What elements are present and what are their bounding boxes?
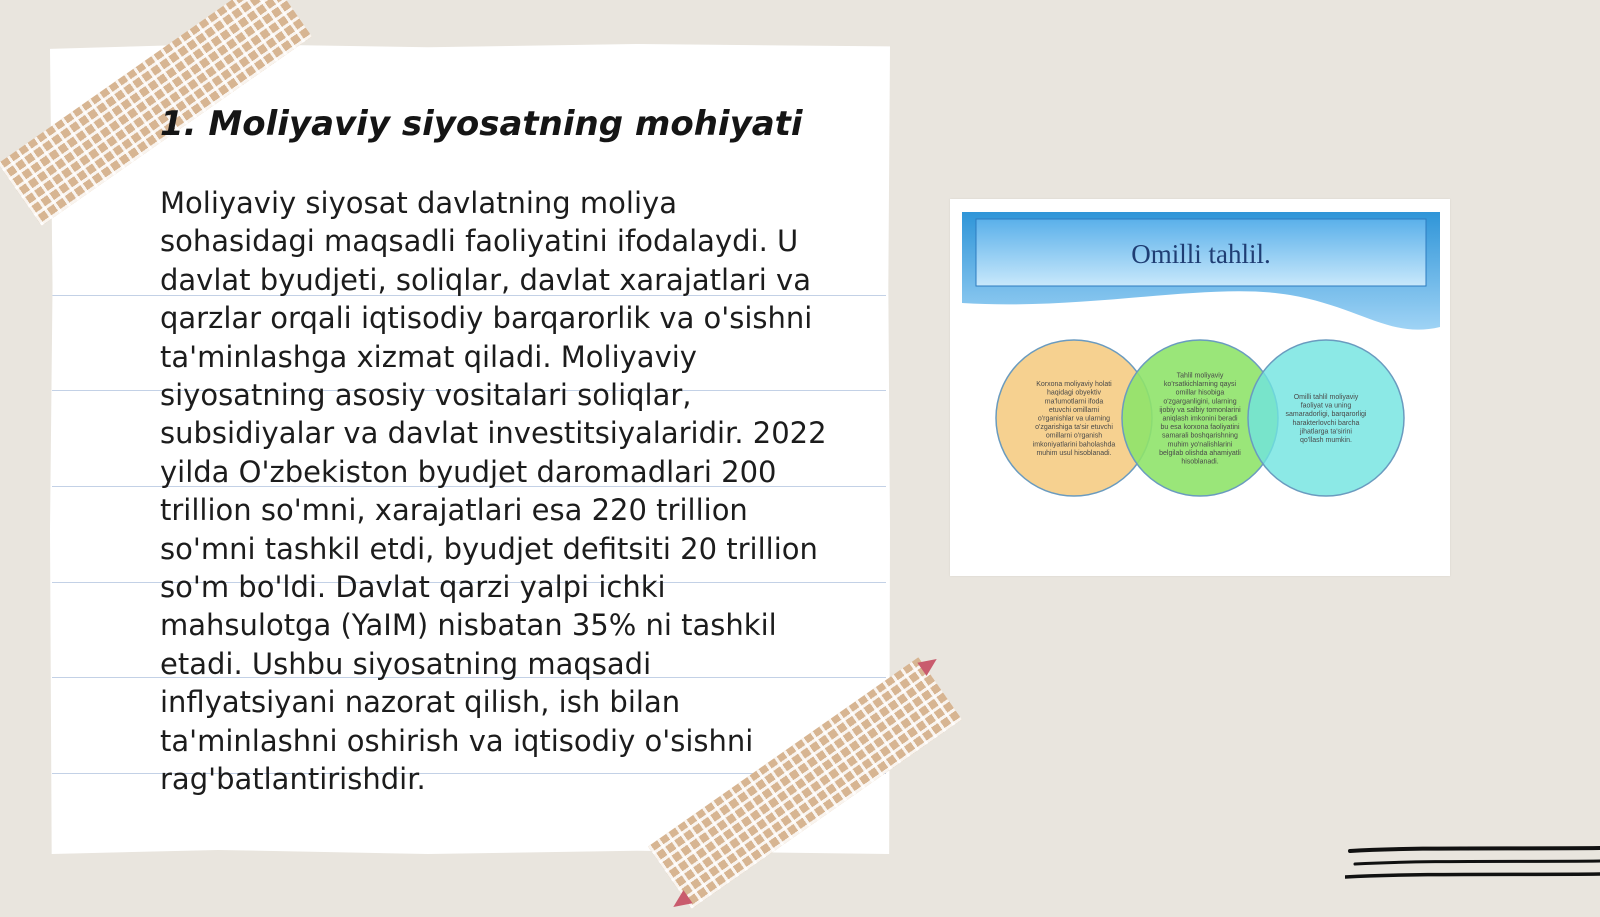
venn-label-line: qo'llash mumkin. <box>1300 437 1352 444</box>
venn-label-line: muhim usul hisoblanadi. <box>1036 449 1112 457</box>
venn-label-line: omillarni o'rganish <box>1045 432 1103 440</box>
venn-label-line: ma'lumotlarni ifoda <box>1044 398 1104 406</box>
venn-label-line: jihatlarga ta'sirini <box>1300 428 1352 436</box>
venn-label-line: o'zgarganligini, ularning <box>1163 398 1237 406</box>
venn-label-line: ijobiy va salbiy tomonlarini <box>1159 406 1241 414</box>
embedded-slide-image <box>950 199 1450 576</box>
venn-label-line: harakterlovchi barcha <box>1292 419 1360 427</box>
body-paragraph: Moliyaviy siyosat davlatning moliya sohasidagi maqsadli faoliyatini ifodalaydi. U davlat byudjeti, soliqlar, davlat xarajatlari va qarzlar orqali iqtisodiy barqarorlik va o'sishni ta'minlashga xizmat qiladi. Moliyaviy siyosatning asosiy vositalari soliqlar, subsidiyalar va davlat investitsiyalaridir. 2022 yilda O'zbekiston byudjet daromadlari 200 trillion so'mni, xarajatlari esa 220 trillion so'mni tashkil etdi, byudjet defitsiti 20 trillion so'm bo'ldi. Davlat qarzi yalpi ichki mahsulotga (YaIM) nisbatan 35% ni tashkil etadi. Ushbu siyosatning maqsadi inflyatsiyani nazorat qilish, ish bilan ta'minlashni oshirish va iqtisodiy o'sishni rag'batlantirishdir. <box>160 186 827 797</box>
venn-label-line: etuvchi omillarni <box>1048 406 1100 414</box>
venn-label-line: o'rganishlar va ularning <box>1037 415 1111 423</box>
decorative-strokes <box>1345 845 1600 895</box>
venn-label-line: Tahlil moliyaviy <box>1176 372 1224 380</box>
venn-label-line: Omilli tahlil moliyaviy <box>1293 394 1359 401</box>
venn-label-line: Korxona moliyaviy holati <box>1036 381 1112 389</box>
slide-graphic <box>950 199 1450 576</box>
venn-label-line: omillar hisobiga <box>1175 389 1225 397</box>
venn-label-line: o'zgarishiga ta'sir etuvchi <box>1035 424 1113 432</box>
venn-label-line: muhim yo'nalishlarini <box>1167 441 1233 449</box>
slide-title: 1. Moliyaviy siyosatning mohiyati <box>160 104 803 144</box>
venn-label-line: bu esa korxona faoliyatini <box>1160 424 1240 432</box>
venn-label-line: aniqlash imkonini beradi <box>1162 415 1238 423</box>
venn-label-line: samarali boshqarishning <box>1162 432 1238 440</box>
slide-heading: Omilli tahlil. <box>1131 239 1271 269</box>
venn-label-line: ko'rsatkichlarning qaysi <box>1163 381 1237 389</box>
venn-label-line: haqidagi obyektiv <box>1046 389 1102 397</box>
venn-label-line: imkoniyatlarini baholashda <box>1032 441 1116 449</box>
venn-label-line: faoliyat va uning <box>1300 402 1352 410</box>
venn-label-line: hisoblanadi. <box>1181 458 1219 466</box>
venn-label-line: belgilab olishda ahamiyatli <box>1159 449 1241 457</box>
venn-label-line: samaradorligi, barqarorligi <box>1285 411 1367 419</box>
